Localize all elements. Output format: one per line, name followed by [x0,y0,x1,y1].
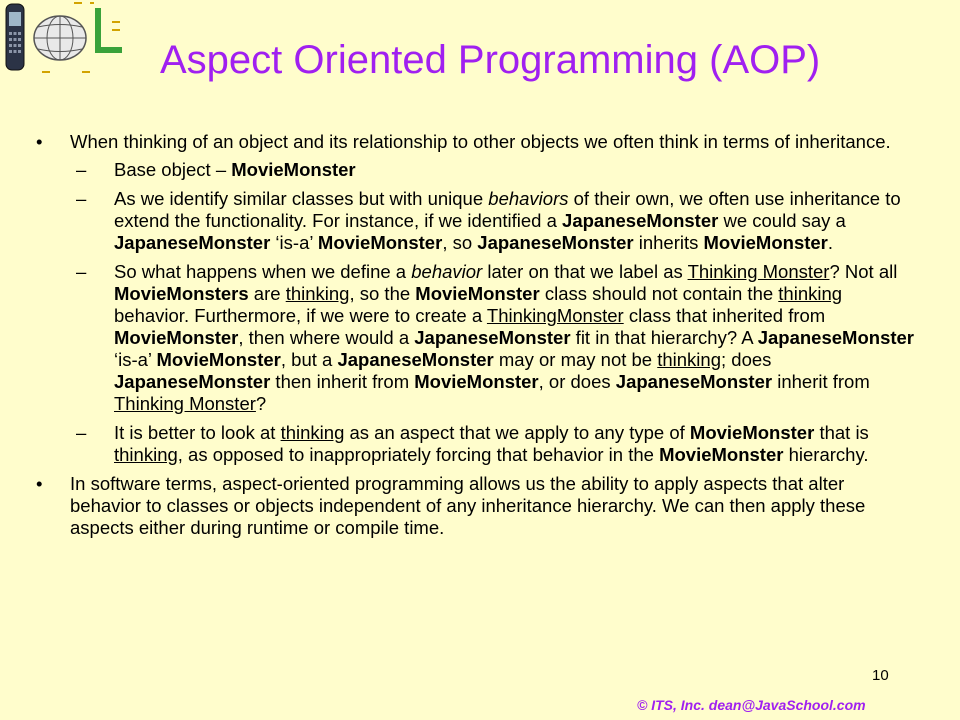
sub-bullet-item [36,261,916,415]
text-run: MovieMonster [415,283,540,304]
text-run: MovieMonster [414,371,539,392]
text-run: thinking [285,283,350,304]
sub-bullet-item [36,159,916,181]
sub-bullet-item [36,422,916,466]
text-run: MovieMonster [114,327,239,348]
text-run: hierarchy. [783,444,869,465]
text-run: thinking [657,349,721,370]
text-run: class that inherited from [623,305,826,326]
text-run: JapaneseMonster [114,232,271,253]
text-run: JapaneseMonster [114,371,271,392]
text-run: JapaneseMonster [414,327,571,348]
text-run: JapaneseMonster [477,232,634,253]
text-run: inherits [633,232,704,253]
text-run: as an aspect that we apply to any type of [344,422,690,443]
text-run: JapaneseMonster [562,210,719,231]
slide-number: 10 [872,667,889,684]
bullet-aop-definition [36,473,916,539]
text-run: are [248,283,286,304]
footer-copyright: © ITS, Inc. dean@JavaSchool.com [637,697,866,713]
text-run: MovieMonster [231,159,356,180]
bullet-text: When thinking of an object and its relationship to other objects we often think in terms of inheritance. [70,131,891,152]
bullet-marker: • [36,131,43,152]
text-run: So what happens when we define a [114,261,412,282]
text-run: MovieMonster [659,444,784,465]
text-run: MovieMonster [156,349,281,370]
sub-bullet-marker: – [76,159,87,180]
text-run: MovieMonster [317,232,443,253]
text-run: . [827,232,834,253]
text-run: MovieMonster [689,422,815,443]
phone-and-globe-logo-icon [2,0,126,78]
text-run: later on that we label as [482,261,688,282]
text-run: fit in that hierarchy? A [570,327,758,348]
sub-bullet-marker: – [76,261,87,282]
text-run: class should not contain the [539,283,779,304]
sub-bullet-marker: – [76,188,87,209]
text-run: , or does [538,371,616,392]
bullet-text: In software terms, aspect-oriented programming allows us the ability to apply aspects that alter behavior to classes or objects independent of any inheritance hierarchy. We can then apply these aspects either during runtime or compile time. [70,473,866,538]
text-run: inherit from [772,371,870,392]
text-run: Base object – [114,159,232,180]
text-run: we could say a [718,210,846,231]
text-run: JapaneseMonster [337,349,494,370]
text-run: that is [814,422,869,443]
text-run: Thinking Monster [114,393,256,414]
text-run: , but a [280,349,338,370]
slide-title: Aspect Oriented Programming (AOP) [160,38,821,82]
slide-content [36,131,916,539]
sub-bullet-list [36,159,916,466]
bullet-marker: • [36,473,43,494]
text-run: ? Not all [829,261,898,282]
text-run: As we identify similar classes but with unique [114,188,489,209]
text-run: JapaneseMonster [615,371,773,392]
text-run: , then where would a [238,327,415,348]
text-run: MovieMonster [703,232,828,253]
text-run: behavior [411,261,483,282]
bullet-inheritance [36,131,916,153]
text-run: MovieMonsters [114,283,249,304]
text-run: ? [255,393,267,414]
text-run: then inherit from [270,371,415,392]
text-run: It is better to look at [114,422,281,443]
text-run: ‘is-a’ [270,232,318,253]
text-run: JapaneseMonster [757,327,915,348]
text-run: thinking [280,422,345,443]
text-run: ; does [721,349,772,370]
sub-bullet-marker: – [76,422,87,443]
text-run: behavior. Furthermore, if we were to create a [114,305,487,326]
sub-bullet-item [36,188,916,254]
text-run: thinking [778,283,843,304]
text-run: thinking [114,444,178,465]
text-run: may or may not be [493,349,658,370]
text-run: behaviors [488,188,569,209]
text-run: , so the [349,283,416,304]
text-run: , as opposed to inappropriately forcing that behavior in the [177,444,660,465]
text-run: ‘is-a’ [114,349,157,370]
text-run: , so [442,232,478,253]
text-run: of their own, we often use inheritance to extend the functionality. For instance, if we identified a [114,188,901,231]
text-run: Thinking Monster [687,261,830,282]
text-run: ThinkingMonster [486,305,624,326]
